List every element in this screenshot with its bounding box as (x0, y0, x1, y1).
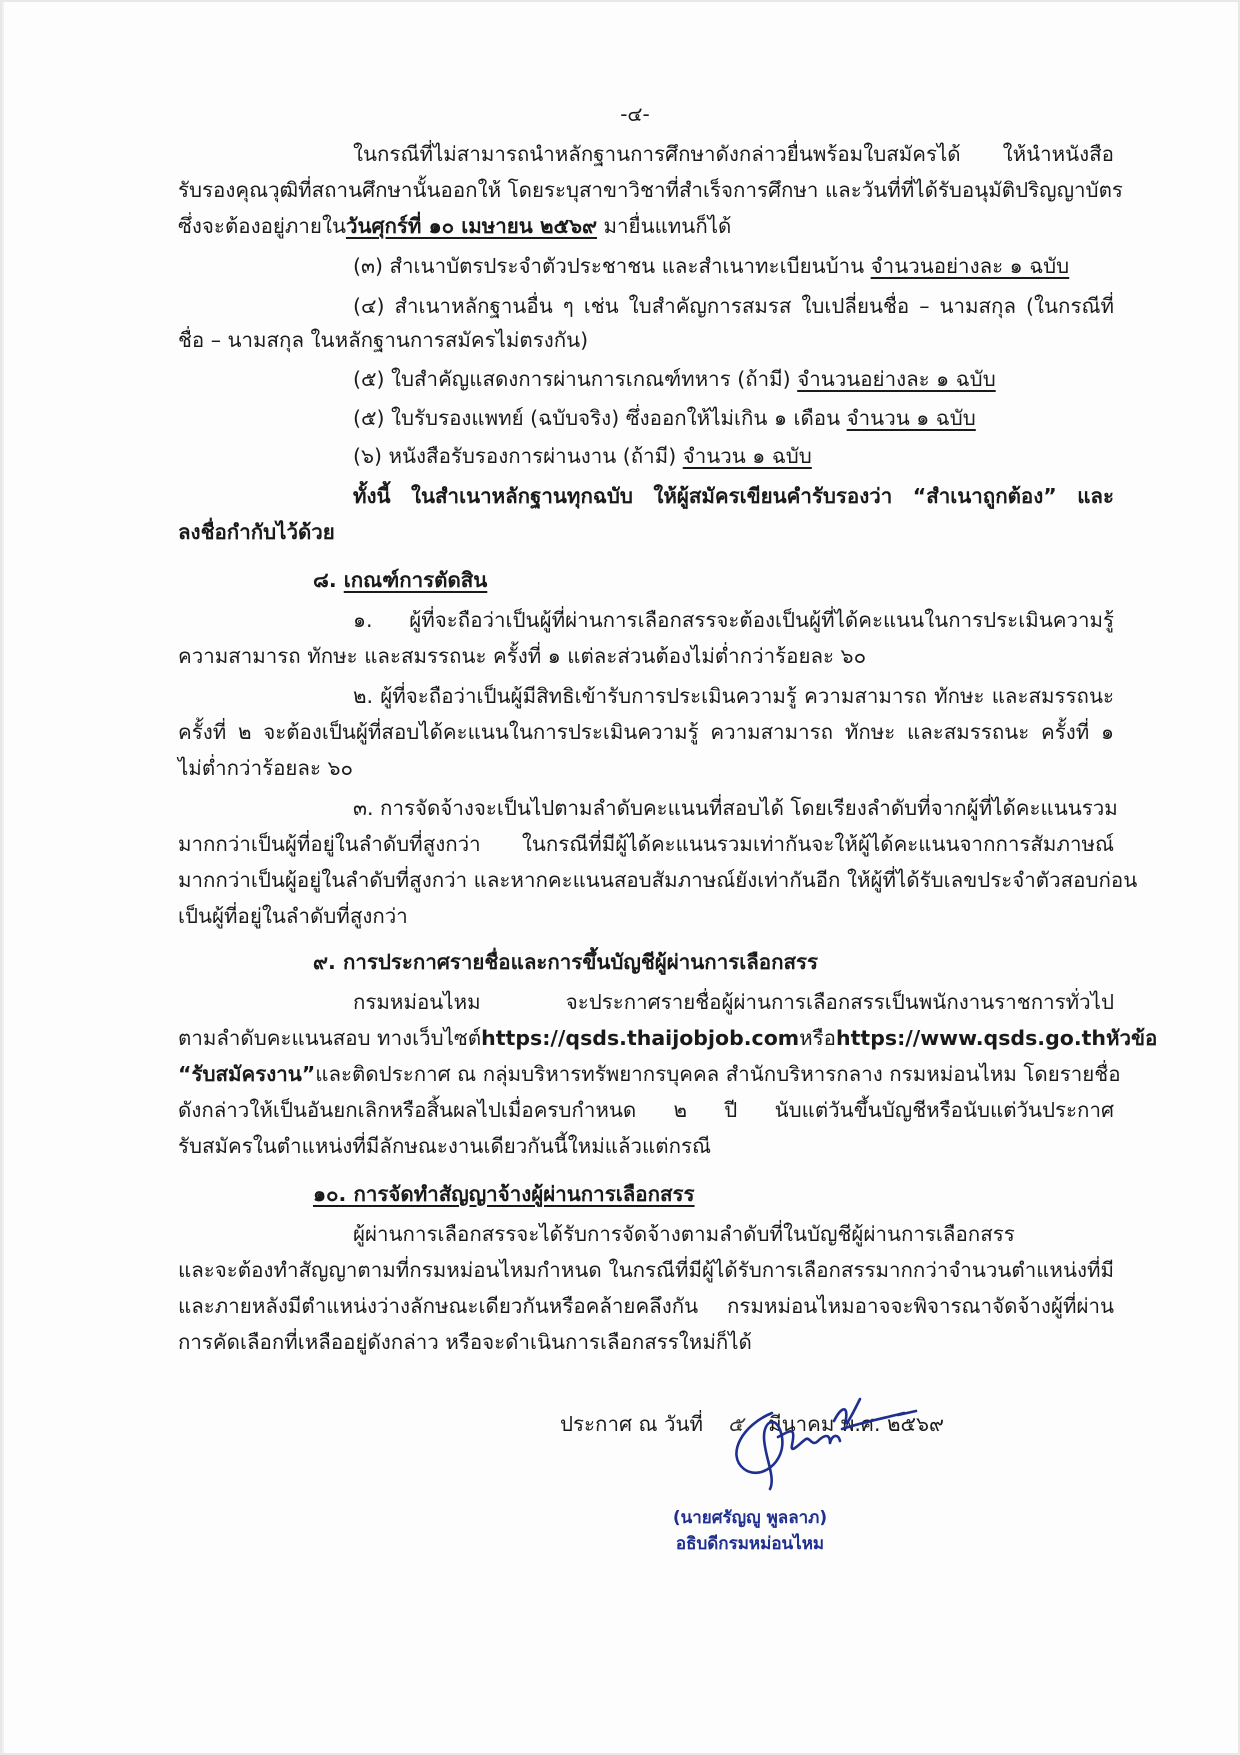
intro-line-3-suffix: มายื่นแทนก็ได้ (597, 214, 732, 238)
doc-item-text: (๓) สำเนาบัตรประจำตัวประชาชน และสำเนาทะเบียนบ้าน (353, 254, 871, 278)
signature-scribble (720, 1385, 930, 1495)
submission-deadline: วันศุกร์ที่ ๑๐ เมษายน ๒๕๖๙ (345, 214, 598, 238)
intro-line-1: ในกรณีที่ไม่สามารถนำหลักฐานการศึกษาดังกล่าวยื่นพร้อมใบสมัครได้ ให้นำหนังสือ (353, 142, 1114, 166)
certify-line-2: ลงชื่อกำกับไว้ด้วย (178, 520, 335, 544)
website-link-qsds[interactable]: https://www.qsds.go.th (836, 1026, 1107, 1050)
announce-day-handwritten: ๕ (727, 1412, 744, 1436)
section-8-number: ๘. (313, 568, 344, 592)
section-9-heading: ๙. การประกาศรายชื่อและการขึ้นบัญชีผู้ผ่านการเลือกสรร (313, 950, 819, 974)
section-9-topic-name: “รับสมัครงาน” (178, 1062, 316, 1086)
section-10-line-3: และภายหลังมีตำแหน่งว่างลักษณะเดียวกันหรือคล้ายคลึงกัน กรมหม่อนไหมอาจจะพิจารณาจัดจ้างผู้ที่ผ่าน (178, 1294, 1114, 1318)
signatory-position: อธิบดีกรมหม่อนไหม (675, 1534, 825, 1554)
criteria-2-line-1: ๒. ผู้ที่จะถือว่าเป็นผู้มีสิทธิเข้ารับการประเมินความรู้ ความสามารถ ทักษะ และสมรรถนะ (353, 684, 1114, 708)
doc-item-text: (๕) ใบรับรองแพทย์ (ฉบับจริง) ซึ่งออกให้ไม่เกิน ๑ เดือน (353, 406, 847, 430)
criteria-1-line-2: ความสามารถ ทักษะ และสมรรถนะ ครั้งที่ ๑ แต่ละส่วนต้องไม่ต่ำกว่าร้อยละ ๖๐ (178, 644, 867, 668)
section-10-line-1: ผู้ผ่านการเลือกสรรจะได้รับการจัดจ้างตามลำดับที่ในบัญชีผู้ผ่านการเลือกสรร (353, 1222, 1015, 1246)
criteria-3-line-1: ๓. การจัดจ้างจะเป็นไปตามลำดับคะแนนที่สอบได้ โดยเรียงลำดับที่จากผู้ที่ได้คะแนนรวม (353, 796, 1118, 820)
criteria-2-line-3: ไม่ต่ำกว่าร้อยละ ๖๐ (178, 756, 354, 780)
doc-item (353, 442, 812, 470)
doc-item (353, 404, 976, 432)
section-9-line-1: กรมหม่อนไหม จะประกาศรายชื่อผู้ผ่านการเลือกสรรเป็นพนักงานราชการทั่วไป (353, 990, 1114, 1014)
section-10-line-4: การคัดเลือกที่เหลืออยู่ดังกล่าว หรือจะดำเนินการเลือกสรรใหม่ก็ได้ (178, 1330, 752, 1354)
section-9-line-3-rest: และติดประกาศ ณ กลุ่มบริหารทรัพยากรบุคคล สำนักบริหารกลาง กรมหม่อนไหม โดยรายชื่อ (315, 1062, 1121, 1086)
section-10-line-2: และจะต้องทำสัญญาตามที่กรมหม่อนไหมกำหนด ในกรณีที่มีผู้ได้รับการเลือกสรรมากกว่าจำนวนตำแหน่งที่มี (178, 1258, 1114, 1282)
doc-item-text: (๖) หนังสือรับรองการผ่านงาน (ถ้ามี) (353, 444, 683, 468)
doc-item-quantity: จำนวนอย่างละ ๑ ฉบับ (797, 367, 996, 391)
section-9-line-2-prefix: ตามลำดับคะแนนสอบ ทางเว็บไซต์ (178, 1026, 482, 1050)
signature (720, 1385, 930, 1495)
section-8-title: เกณฑ์การตัดสิน (343, 568, 488, 592)
criteria-1-line-1: ๑. ผู้ที่จะถือว่าเป็นผู้ที่ผ่านการเลือกสรรจะต้องเป็นผู้ที่ได้คะแนนในการประเมินความรู้ (353, 608, 1114, 632)
announce-prefix: ประกาศ ณ วันที่ (560, 1412, 704, 1436)
doc-item-continued: ชื่อ – นามสกุล ในหลักฐานการสมัครไม่ตรงกัน) (178, 328, 589, 352)
section-9-line-5: รับสมัครในตำแหน่งที่มีลักษณะงานเดียวกันนี้ใหม่แล้วแต่กรณี (178, 1134, 712, 1158)
section-9-line-3 (178, 1060, 1121, 1088)
section-10-heading: ๑๐. การจัดทำสัญญาจ้างผู้ผ่านการเลือกสรร (313, 1182, 695, 1206)
doc-item: (๔) สำเนาหลักฐานอื่น ๆ เช่น ใบสำคัญการสมรส ใบเปลี่ยนชื่อ – นามสกุล (ในกรณีที่ (353, 294, 1114, 318)
criteria-3-line-4: เป็นผู้ที่อยู่ในลำดับที่สูงกว่า (178, 904, 408, 928)
doc-item (353, 365, 996, 393)
section-9-line-2-mid: หรือ (799, 1026, 836, 1050)
page-number: -๔- (620, 102, 650, 126)
doc-item-quantity: จำนวนอย่างละ ๑ ฉบับ (870, 254, 1070, 278)
doc-item-text: (๕) ใบสำคัญแสดงการผ่านการเกณฑ์ทหาร (ถ้ามี) (353, 367, 798, 391)
intro-line-3-prefix: ซึ่งจะต้องอยู่ภายใน (178, 214, 346, 238)
certify-line-1: ทั้งนี้ ในสำเนาหลักฐานทุกฉบับ ให้ผู้สมัครเขียนคำรับรองว่า “สำเนาถูกต้อง” และ (353, 484, 1114, 508)
criteria-3-line-2: มากกว่าเป็นผู้ที่อยู่ในลำดับที่สูงกว่า ในกรณีที่มีผู้ได้คะแนนรวมเท่ากันจะให้ผู้ได้คะแนนจากการสัมภาษณ์ (178, 832, 1114, 856)
announce-month-year: มีนาคม พ.ศ. ๒๕๖๙ (768, 1412, 945, 1436)
criteria-2-line-2: ครั้งที่ ๒ จะต้องเป็นผู้ที่สอบได้คะแนนในการประเมินความรู้ ความสามารถ ทักษะ และสมรรถนะ ครั้งที่ ๑ (178, 720, 1114, 744)
website-link-thaijobjob[interactable]: https://qsds.thaijobjob.com (481, 1026, 800, 1050)
doc-item (353, 252, 1069, 280)
intro-line-2: รับรองคุณวุฒิที่สถานศึกษานั้นออกให้ โดยระบุสาขาวิชาที่สำเร็จการศึกษา และวันที่ที่ได้รับอนุมัติปริญญาบัตร (178, 178, 1123, 202)
section-9-line-2 (178, 1024, 1158, 1052)
intro-line-3 (178, 212, 731, 240)
criteria-3-line-3: มากกว่าเป็นผู้อยู่ในลำดับที่สูงกว่า และหากคะแนนสอบสัมภาษณ์ยังเท่ากันอีก ให้ผู้ที่ได้รับเลขประจำตัวสอบก่อน (178, 868, 1138, 892)
signatory-name: (นายศรัญญู พูลลาภ) (672, 1508, 828, 1528)
signatory-block (600, 1505, 900, 1557)
doc-item-quantity: จำนวน ๑ ฉบับ (682, 444, 812, 468)
doc-item-quantity: จำนวน ๑ ฉบับ (846, 406, 976, 430)
section-9-line-4: ดังกล่าวให้เป็นอันยกเลิกหรือสิ้นผลไปเมื่อครบกำหนด ๒ ปี นับแต่วันขึ้นบัญชีหรือนับแต่วันประกาศ (178, 1098, 1114, 1122)
section-8-heading (313, 566, 487, 594)
section-9-topic-label: หัวข้อ (1106, 1026, 1158, 1050)
